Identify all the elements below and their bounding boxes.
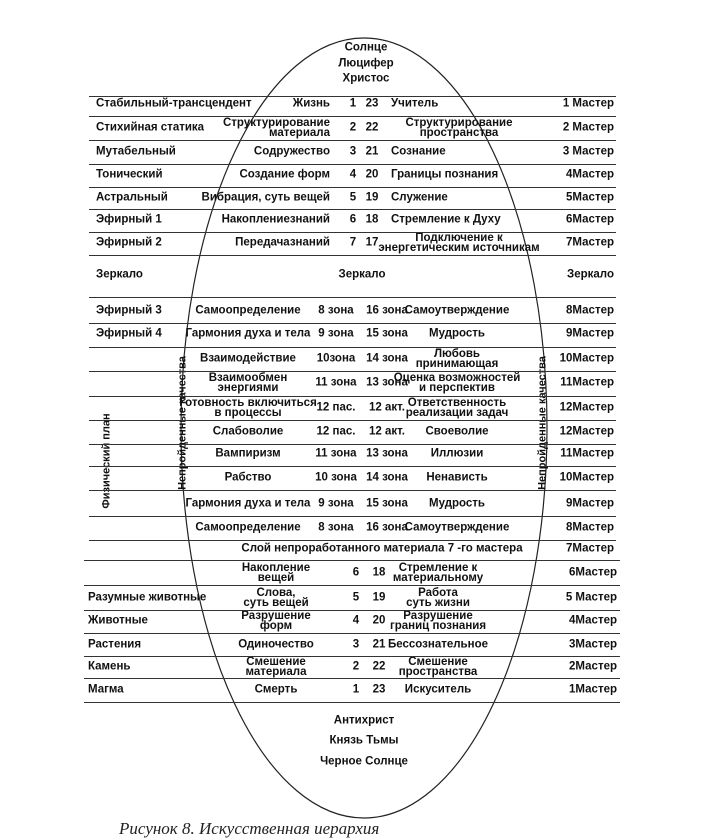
- lower-number-left: 1: [352, 683, 360, 696]
- middle-opposite: Самоутверждение: [404, 304, 510, 317]
- left-qualities-vertical: Непройденные качества: [176, 356, 189, 490]
- upper-master: 1 Мастер: [562, 97, 614, 110]
- row-divider: [89, 323, 616, 324]
- upper-quality: Вибрация, суть вещей: [201, 191, 330, 204]
- row-divider: [84, 656, 620, 657]
- row-divider: [89, 116, 616, 117]
- middle-quality: Взаимообмен энергиями: [208, 372, 288, 394]
- lower-quality: Одиночество: [238, 638, 314, 651]
- middle-quality: Вампиризм: [215, 447, 281, 460]
- row-divider: [89, 187, 616, 188]
- row-divider: [84, 702, 620, 703]
- lower-quality: Накопление вещей: [241, 562, 311, 584]
- middle-quality: Взаимодействие: [200, 352, 296, 365]
- footer-prince-of-darkness: Князь Тьмы: [329, 734, 399, 747]
- lower-opposite: Разрушение границ познания: [389, 610, 487, 632]
- upper-master: 2 Мастер: [562, 121, 614, 134]
- lower-master: 3Мастер: [569, 638, 617, 651]
- middle-zone-left: 12 пас.: [316, 401, 356, 414]
- row-divider: [84, 560, 620, 561]
- middle-zone-right: 12 акт.: [369, 425, 405, 438]
- upper-number-right: 19: [365, 191, 379, 204]
- lower-number-right: 20: [372, 614, 386, 627]
- middle-zone-right: 16 зона: [366, 304, 408, 317]
- upper-opposite: Сознание: [391, 145, 446, 158]
- lower-number-right: 23: [372, 683, 386, 696]
- lower-number-right: 22: [372, 660, 386, 673]
- upper-opposite: Границы познания: [391, 168, 499, 181]
- middle-zone-right: 15 зона: [366, 327, 408, 340]
- row-divider: [84, 585, 620, 586]
- unworked-layer-text: Слой непроработанного материала 7 -го мастера: [241, 542, 523, 555]
- upper-number-right: 18: [365, 213, 379, 226]
- middle-opposite: Любовь принимающая: [415, 348, 499, 370]
- lower-master: 1Мастер: [569, 683, 617, 696]
- lower-plane-label: Магма: [88, 683, 124, 696]
- middle-zone-left: 12 пас.: [316, 425, 356, 438]
- upper-number-right: 23: [365, 97, 379, 110]
- mirror-center: Зеркало: [338, 268, 386, 281]
- upper-opposite: Служение: [391, 191, 448, 204]
- upper-number-left: 7: [349, 236, 357, 249]
- lower-number-left: 5: [352, 591, 360, 604]
- middle-quality: Гармония духа и тела: [185, 327, 311, 340]
- upper-number-left: 6: [349, 213, 357, 226]
- upper-opposite: Учитель: [391, 97, 439, 110]
- lower-number-left: 3: [352, 638, 360, 651]
- middle-opposite: Иллюзии: [430, 447, 484, 460]
- upper-number-left: 4: [349, 168, 357, 181]
- middle-zone-left: 10 зона: [315, 471, 357, 484]
- middle-opposite: Своеволие: [425, 425, 489, 438]
- lower-number-right: 18: [372, 566, 386, 579]
- middle-master: 12Мастер: [559, 401, 614, 414]
- lower-master: 2Мастер: [569, 660, 617, 673]
- footer-black-sun: Черное Солнце: [320, 755, 408, 768]
- figure-caption: Рисунок 8. Искусственная иерархия: [119, 819, 380, 838]
- lower-number-right: 19: [372, 591, 386, 604]
- footer-antichrist: Антихрист: [333, 714, 395, 727]
- header-lucifer: Люцифер: [338, 57, 394, 70]
- lower-opposite: Работа суть жизни: [406, 587, 470, 609]
- upper-quality: Жизнь: [292, 97, 330, 110]
- physical-plane-vertical: Физический план: [100, 413, 113, 509]
- upper-quality: Накоплениезнаний: [221, 213, 330, 226]
- lower-plane-label: Животные: [88, 614, 148, 627]
- mirror-left: Зеркало: [96, 268, 143, 281]
- upper-opposite: Структурирование пространства: [405, 117, 513, 139]
- upper-number-right: 20: [365, 168, 379, 181]
- upper-master: 4Мастер: [566, 168, 614, 181]
- unworked-layer-master: 7Мастер: [566, 542, 614, 555]
- lower-master: 5 Мастер: [565, 591, 617, 604]
- middle-opposite: Ненависть: [426, 471, 488, 484]
- row-divider: [89, 297, 616, 298]
- upper-number-left: 1: [349, 97, 357, 110]
- upper-number-right: 17: [365, 236, 379, 249]
- upper-quality: Структурирование материала: [223, 117, 330, 139]
- middle-plane-label: Эфирный 3: [96, 304, 162, 317]
- upper-plane-label: Стабильный-трансцендент: [96, 97, 252, 110]
- lower-master: 4Мастер: [569, 614, 617, 627]
- lower-number-right: 21: [372, 638, 386, 651]
- middle-opposite: Мудрость: [429, 327, 485, 340]
- row-divider: [89, 420, 616, 421]
- upper-master: 5Мастер: [566, 191, 614, 204]
- upper-quality: Передачазнаний: [235, 236, 330, 249]
- middle-master: 8Мастер: [566, 521, 614, 534]
- middle-zone-right: 12 акт.: [369, 401, 405, 414]
- middle-opposite: Ответственность реализации задач: [405, 397, 509, 419]
- header-christ: Христос: [342, 72, 390, 85]
- middle-zone-left: 9 зона: [318, 497, 354, 510]
- row-divider: [89, 516, 616, 517]
- middle-opposite: Самоутверждение: [404, 521, 510, 534]
- upper-plane-label: Тонический: [96, 168, 163, 181]
- middle-zone-left: 11 зона: [315, 376, 357, 389]
- lower-quality: Разрушение форм: [241, 610, 311, 632]
- middle-zone-right: 15 зона: [366, 497, 408, 510]
- middle-plane-label: Эфирный 4: [96, 327, 162, 340]
- lower-quality: Слова, суть вещей: [243, 587, 309, 609]
- upper-number-left: 3: [349, 145, 357, 158]
- upper-number-right: 21: [365, 145, 379, 158]
- row-divider: [89, 164, 616, 165]
- middle-quality: Самоопределение: [195, 304, 301, 317]
- middle-opposite: Мудрость: [429, 497, 485, 510]
- row-divider: [89, 371, 616, 372]
- header-sun: Солнце: [344, 41, 388, 54]
- mirror-right: Зеркало: [567, 268, 614, 281]
- middle-master: 8Мастер: [566, 304, 614, 317]
- row-divider: [84, 678, 620, 679]
- upper-plane-label: Стихийная статика: [96, 121, 205, 134]
- middle-master: 11Мастер: [560, 447, 614, 460]
- middle-zone-right: 14 зона: [366, 352, 408, 365]
- upper-plane-label: Эфирный 2: [96, 236, 162, 249]
- upper-number-right: 22: [365, 121, 379, 134]
- row-divider: [89, 255, 616, 256]
- lower-number-left: 2: [352, 660, 360, 673]
- middle-opposite: Оценка возможностей и перспектив: [393, 372, 521, 394]
- upper-plane-label: Эфирный 1: [96, 213, 162, 226]
- lower-opposite: Бессознательное: [387, 638, 489, 651]
- lower-opposite: Стремление к материальному: [392, 562, 484, 584]
- upper-quality: Создание форм: [239, 168, 330, 181]
- row-divider: [89, 347, 616, 348]
- row-divider: [89, 140, 616, 141]
- middle-quality: Гармония духа и тела: [185, 497, 311, 510]
- middle-master: 12Мастер: [559, 425, 614, 438]
- lower-quality: Смерть: [254, 683, 298, 696]
- middle-zone-left: 11 зона: [315, 447, 357, 460]
- middle-zone-right: 13 зона: [366, 447, 408, 460]
- middle-master: 9Мастер: [566, 327, 614, 340]
- upper-opposite: Подключение к энергетическим источникам: [378, 232, 540, 254]
- upper-master: 3 Мастер: [562, 145, 614, 158]
- lower-plane-label: Камень: [88, 660, 131, 673]
- middle-quality: Слабоволие: [212, 425, 284, 438]
- row-divider: [89, 540, 616, 541]
- upper-master: 7Мастер: [566, 236, 614, 249]
- middle-quality: Готовность включиться в процессы: [179, 397, 317, 419]
- lower-plane-label: Разумные животные: [88, 591, 207, 604]
- middle-zone-left: 8 зона: [318, 304, 354, 317]
- middle-master: 9Мастер: [566, 497, 614, 510]
- upper-plane-label: Астральный: [96, 191, 168, 204]
- right-qualities-vertical: Непройденные качества: [536, 356, 549, 490]
- lower-master: 6Мастер: [569, 566, 617, 579]
- lower-number-left: 6: [352, 566, 360, 579]
- middle-zone-left: 8 зона: [318, 521, 354, 534]
- row-divider: [89, 396, 616, 397]
- upper-number-left: 2: [349, 121, 357, 134]
- upper-opposite: Стремление к Духу: [391, 213, 501, 226]
- upper-master: 6Мастер: [566, 213, 614, 226]
- upper-plane-label: Мутабельный: [96, 145, 176, 158]
- row-divider: [89, 444, 616, 445]
- row-divider: [84, 633, 620, 634]
- upper-quality: Содружество: [253, 145, 330, 158]
- lower-plane-label: Растения: [88, 638, 142, 651]
- middle-master: 10Мастер: [559, 471, 614, 484]
- lower-quality: Смешение материала: [245, 656, 307, 678]
- lower-number-left: 4: [352, 614, 360, 627]
- middle-zone-left: 10зона: [316, 352, 356, 365]
- middle-quality: Рабство: [224, 471, 272, 484]
- middle-master: 10Мастер: [559, 352, 614, 365]
- lower-opposite: Искуситель: [404, 683, 472, 696]
- middle-zone-right: 13 зона: [366, 376, 408, 389]
- middle-zone-left: 9 зона: [318, 327, 354, 340]
- lower-opposite: Смешение пространства: [398, 656, 478, 678]
- middle-zone-right: 16 зона: [366, 521, 408, 534]
- row-divider: [89, 96, 616, 97]
- row-divider: [89, 466, 616, 467]
- row-divider: [89, 209, 616, 210]
- middle-zone-right: 14 зона: [366, 471, 408, 484]
- middle-master: 11Мастер: [560, 376, 614, 389]
- middle-quality: Самоопределение: [195, 521, 301, 534]
- row-divider: [84, 610, 620, 611]
- row-divider: [89, 490, 616, 491]
- row-divider: [89, 232, 616, 233]
- upper-number-left: 5: [349, 191, 357, 204]
